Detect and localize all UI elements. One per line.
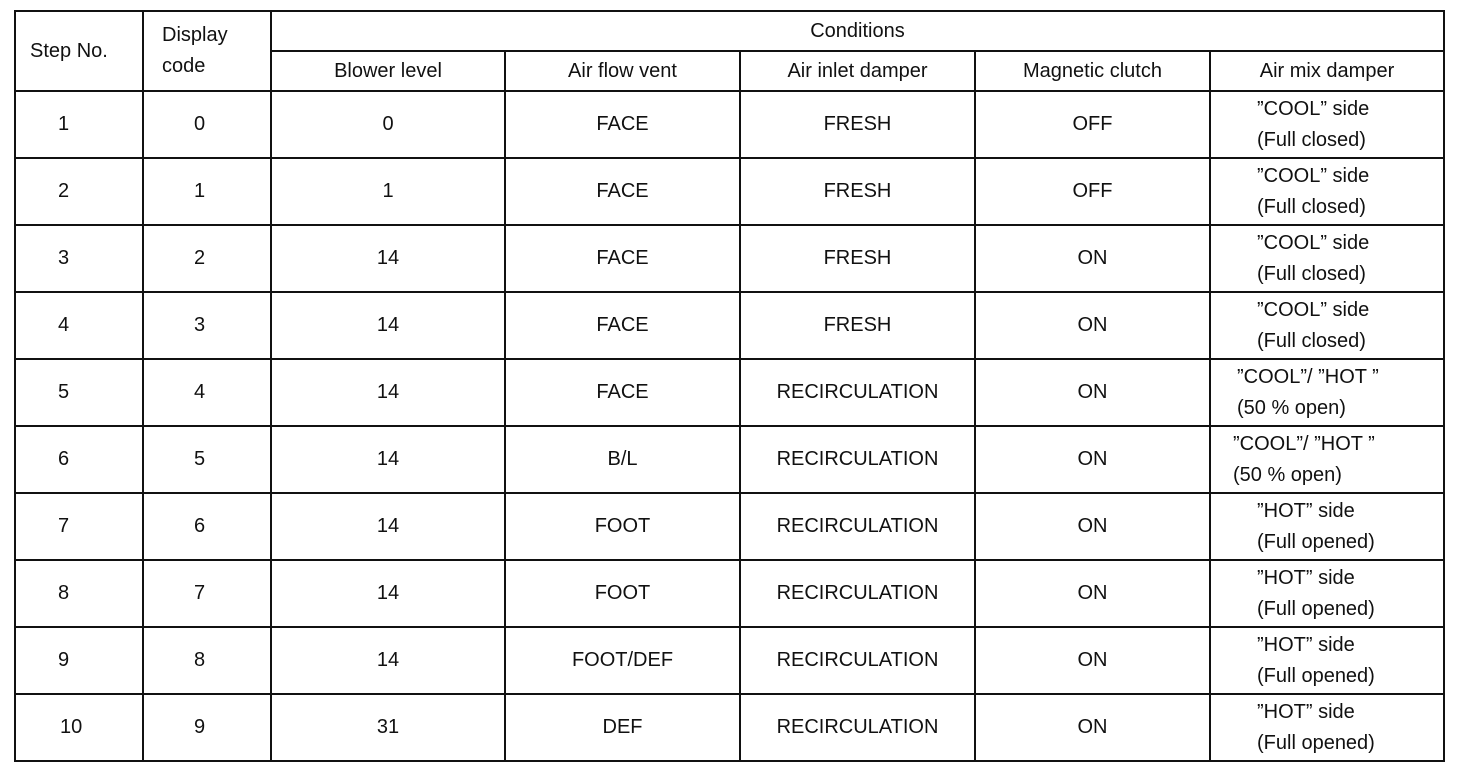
cell-air-flow-vent: FACE xyxy=(505,292,740,359)
cell-step-no: 1 xyxy=(15,91,143,158)
cell-magnetic-clutch: ON xyxy=(975,359,1210,426)
cell-air-flow-vent: DEF xyxy=(505,694,740,761)
table-header xyxy=(15,11,1444,91)
cell-step-no: 7 xyxy=(15,493,143,560)
cell-display-code: 7 xyxy=(143,560,271,627)
header-display-code xyxy=(143,11,271,91)
header-display-code-line1: Display xyxy=(162,24,228,46)
cell-air-inlet-damper: RECIRCULATION xyxy=(740,493,975,560)
air-mix-opening: (Full opened) xyxy=(1257,664,1375,687)
air-mix-opening: (Full closed) xyxy=(1257,329,1366,352)
header-conditions: Conditions xyxy=(271,11,1444,51)
cell-air-mix-damper xyxy=(1210,694,1444,761)
cell-magnetic-clutch: ON xyxy=(975,292,1210,359)
cell-display-code: 8 xyxy=(143,627,271,694)
cell-air-flow-vent: FACE xyxy=(505,359,740,426)
cell-air-inlet-damper: RECIRCULATION xyxy=(740,560,975,627)
cell-blower-level: 0 xyxy=(271,91,505,158)
table-row xyxy=(15,627,1444,694)
cell-air-inlet-damper: RECIRCULATION xyxy=(740,627,975,694)
cell-blower-level: 14 xyxy=(271,493,505,560)
cell-magnetic-clutch: ON xyxy=(975,225,1210,292)
header-blower-level: Blower level xyxy=(271,51,505,91)
air-mix-position: ”COOL” side xyxy=(1257,298,1370,321)
cell-air-flow-vent: FOOT xyxy=(505,560,740,627)
air-mix-opening: (Full closed) xyxy=(1257,195,1366,218)
cell-magnetic-clutch: ON xyxy=(975,426,1210,493)
self-diagnosis-step-table xyxy=(14,10,1445,762)
air-mix-position: ”HOT” side xyxy=(1257,566,1355,589)
cell-blower-level: 14 xyxy=(271,627,505,694)
cell-blower-level: 14 xyxy=(271,426,505,493)
table-row xyxy=(15,426,1444,493)
cell-display-code: 2 xyxy=(143,225,271,292)
cell-air-mix-damper xyxy=(1210,493,1444,560)
table-container xyxy=(14,10,1445,762)
cell-step-no: 6 xyxy=(15,426,143,493)
air-mix-position: ”COOL” side xyxy=(1257,164,1370,187)
table-row xyxy=(15,694,1444,761)
cell-air-inlet-damper: RECIRCULATION xyxy=(740,359,975,426)
cell-air-flow-vent: B/L xyxy=(505,426,740,493)
header-magnetic-clutch: Magnetic clutch xyxy=(975,51,1210,91)
table-row xyxy=(15,560,1444,627)
cell-air-inlet-damper: FRESH xyxy=(740,292,975,359)
cell-air-mix-damper xyxy=(1210,158,1444,225)
table-row xyxy=(15,359,1444,426)
cell-display-code: 1 xyxy=(143,158,271,225)
air-mix-opening: (Full closed) xyxy=(1257,262,1366,285)
air-mix-position: ”HOT” side xyxy=(1257,700,1355,723)
table-row xyxy=(15,91,1444,158)
cell-step-no: 10 xyxy=(15,694,143,761)
air-mix-position: ”COOL” side xyxy=(1257,231,1370,254)
cell-air-inlet-damper: FRESH xyxy=(740,158,975,225)
air-mix-position: ”COOL”/ ”HOT ” xyxy=(1233,432,1375,455)
cell-display-code: 5 xyxy=(143,426,271,493)
table-row xyxy=(15,292,1444,359)
header-step-no: Step No. xyxy=(15,11,143,91)
cell-air-inlet-damper: RECIRCULATION xyxy=(740,426,975,493)
table-row xyxy=(15,225,1444,292)
cell-air-flow-vent: FOOT/DEF xyxy=(505,627,740,694)
air-mix-position: ”HOT” side xyxy=(1257,633,1355,656)
cell-blower-level: 1 xyxy=(271,158,505,225)
header-display-code-line2: code xyxy=(162,55,206,77)
cell-air-mix-damper xyxy=(1210,292,1444,359)
cell-air-mix-damper xyxy=(1210,627,1444,694)
air-mix-position: ”COOL”/ ”HOT ” xyxy=(1237,365,1379,388)
cell-air-mix-damper xyxy=(1210,560,1444,627)
cell-blower-level: 14 xyxy=(271,560,505,627)
table-body xyxy=(15,91,1444,761)
cell-blower-level: 14 xyxy=(271,292,505,359)
cell-blower-level: 31 xyxy=(271,694,505,761)
cell-air-mix-damper xyxy=(1210,359,1444,426)
cell-blower-level: 14 xyxy=(271,225,505,292)
cell-air-flow-vent: FACE xyxy=(505,225,740,292)
cell-air-mix-damper xyxy=(1210,426,1444,493)
cell-air-flow-vent: FACE xyxy=(505,158,740,225)
air-mix-opening: (Full opened) xyxy=(1257,597,1375,620)
cell-display-code: 3 xyxy=(143,292,271,359)
air-mix-position: ”HOT” side xyxy=(1257,499,1355,522)
air-mix-opening: (50 % open) xyxy=(1233,463,1342,486)
header-air-flow-vent: Air flow vent xyxy=(505,51,740,91)
cell-magnetic-clutch: ON xyxy=(975,694,1210,761)
air-mix-opening: (Full opened) xyxy=(1257,731,1375,754)
cell-air-flow-vent: FOOT xyxy=(505,493,740,560)
cell-magnetic-clutch: ON xyxy=(975,627,1210,694)
air-mix-position: ”COOL” side xyxy=(1257,97,1370,120)
cell-display-code: 9 xyxy=(143,694,271,761)
table-row xyxy=(15,158,1444,225)
cell-air-mix-damper xyxy=(1210,91,1444,158)
cell-magnetic-clutch: OFF xyxy=(975,158,1210,225)
cell-blower-level: 14 xyxy=(271,359,505,426)
air-mix-opening: (Full closed) xyxy=(1257,128,1366,151)
cell-step-no: 3 xyxy=(15,225,143,292)
cell-step-no: 9 xyxy=(15,627,143,694)
cell-air-inlet-damper: FRESH xyxy=(740,225,975,292)
cell-display-code: 0 xyxy=(143,91,271,158)
cell-step-no: 8 xyxy=(15,560,143,627)
cell-display-code: 4 xyxy=(143,359,271,426)
cell-step-no: 4 xyxy=(15,292,143,359)
cell-magnetic-clutch: OFF xyxy=(975,91,1210,158)
cell-air-inlet-damper: RECIRCULATION xyxy=(740,694,975,761)
cell-step-no: 2 xyxy=(15,158,143,225)
cell-air-flow-vent: FACE xyxy=(505,91,740,158)
table-row xyxy=(15,493,1444,560)
cell-display-code: 6 xyxy=(143,493,271,560)
header-air-mix-damper: Air mix damper xyxy=(1210,51,1444,91)
cell-step-no: 5 xyxy=(15,359,143,426)
header-air-inlet-damper: Air inlet damper xyxy=(740,51,975,91)
air-mix-opening: (50 % open) xyxy=(1237,396,1346,419)
cell-air-mix-damper xyxy=(1210,225,1444,292)
cell-air-inlet-damper: FRESH xyxy=(740,91,975,158)
cell-magnetic-clutch: ON xyxy=(975,560,1210,627)
cell-magnetic-clutch: ON xyxy=(975,493,1210,560)
air-mix-opening: (Full opened) xyxy=(1257,530,1375,553)
